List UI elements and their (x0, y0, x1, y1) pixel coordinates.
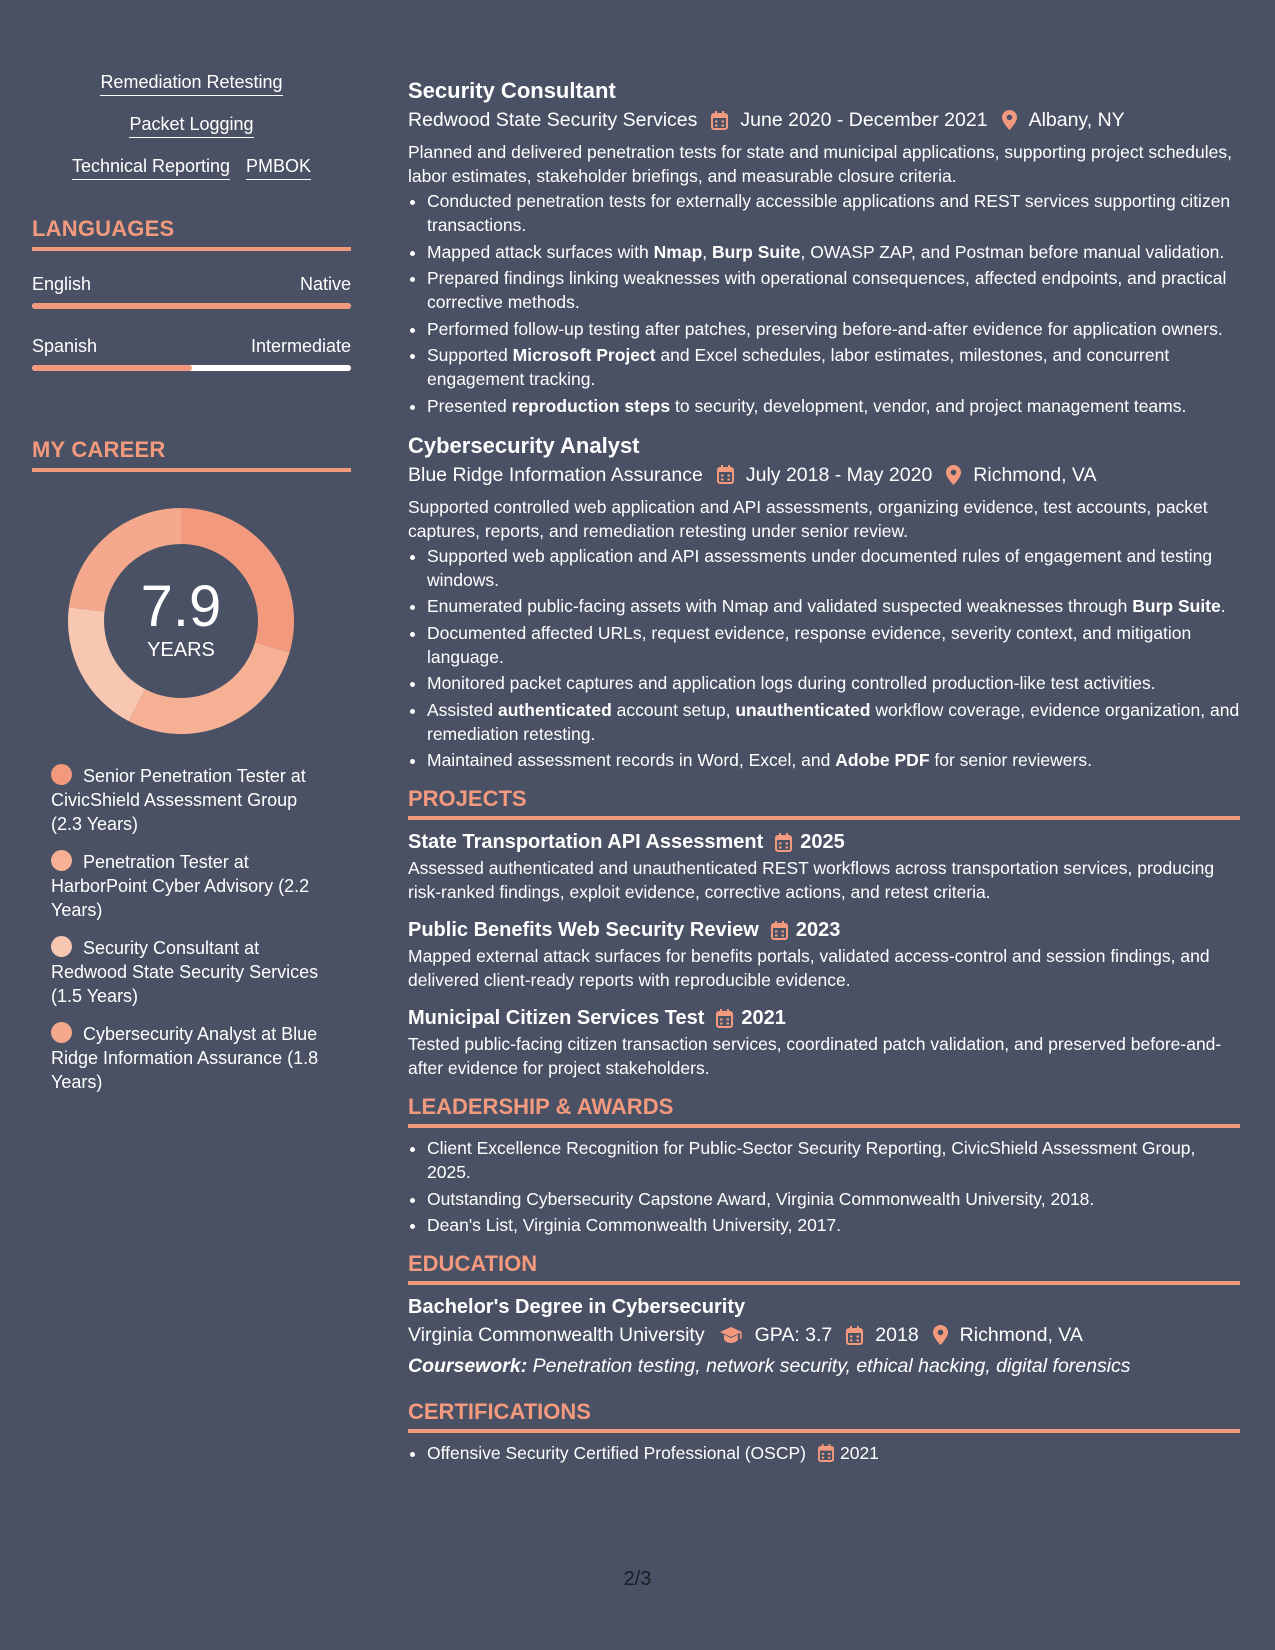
legend-dot (51, 850, 72, 871)
job-bullet: • Conducted penetration tests for externally accessible applications and REST services supporting citizen transactions. (427, 189, 1240, 237)
job-bullet: • Enumerated public-facing assets with Nmap and validated suspected weaknesses through Burp Suite. (427, 594, 1240, 618)
job-bullet: • Mapped attack surfaces with Nmap, Burp Suite, OWASP ZAP, and Postman before manual validation. (427, 240, 1240, 264)
coursework-text: Penetration testing, network security, ethical hacking, digital forensics (527, 1355, 1131, 1377)
career-legend-item (51, 1022, 331, 1094)
job-title: Security Consultant (408, 78, 616, 103)
language-item (32, 271, 351, 309)
school-name: Virginia Commonwealth University (408, 1324, 705, 1346)
project-year: 2023 (795, 919, 841, 941)
gpa: GPA: 3.7 (754, 1324, 833, 1346)
certification-year: 2021 (839, 1443, 879, 1463)
map-pin-icon (1002, 110, 1017, 130)
language-proficiency-fill (32, 365, 192, 371)
career-center (66, 506, 296, 736)
job-title: Cybersecurity Analyst (408, 432, 640, 458)
skill-row (32, 70, 351, 96)
coursework (408, 1351, 1240, 1381)
project-title: Public Benefits Web Security Review (408, 919, 759, 941)
project-description: Tested public-facing citizen transaction services, coordinated patch validation, and preserved before-and-after evidence for project stakeholders. (408, 1034, 1222, 1078)
job-bullet: • Assisted authenticated account setup, unauthenticated workflow coverage, evidence organization, and remediation retesting. (427, 698, 1240, 746)
project-entry (408, 828, 1240, 904)
project-title: Municipal Citizen Services Test (408, 1007, 705, 1029)
main-content (408, 76, 1240, 1468)
language-proficiency-bar (32, 365, 351, 371)
education-meta (408, 1321, 1240, 1349)
certification-item (427, 1441, 1240, 1465)
career-legend-item (51, 764, 331, 836)
certification-name: • Offensive Security Certified Professional (OSCP) (427, 1443, 806, 1463)
project-title-row (408, 828, 1240, 856)
sidebar (32, 70, 351, 1108)
map-pin-icon (933, 1325, 948, 1345)
job-dates: June 2020 - December 2021 (740, 109, 988, 131)
job-summary: Supported controlled web application and API assessments, organizing evidence, test accounts, packet captures, reports, and remediation retesting under senior review. (408, 496, 1208, 541)
project-entry (408, 916, 1240, 992)
project-year: 2025 (800, 831, 845, 853)
legend-dot (51, 936, 72, 957)
graduation-cap-icon (719, 1326, 743, 1344)
job-summary: Planned and delivered penetration tests for state and municipal applications, supporting project schedules, labor estimates, stakeholder briefings, and measurable closure criteria. (408, 142, 1232, 186)
calendar-icon (716, 1009, 733, 1028)
degree-title: Bachelor's Degree in Cybersecurity (408, 1296, 746, 1318)
language-name: English (32, 274, 92, 294)
job-bullet: • Maintained assessment records in Word, Excel, and Adobe PDF for senior reviewers. (427, 748, 1240, 772)
projects-heading: PROJECTS (408, 786, 1240, 820)
job-bullet: • Presented reproduction steps to security, development, vendor, and project management teams. (427, 394, 1240, 418)
certifications-list (408, 1441, 1240, 1465)
calendar-icon (771, 921, 788, 940)
language-proficiency-bar (32, 303, 351, 309)
project-entry (408, 1004, 1240, 1080)
job-bullet: • Supported web application and API assessments under documented rules of engagement and testing windows. (427, 544, 1240, 592)
project-title: State Transportation API Assessment (408, 831, 764, 853)
experience-entry (408, 76, 1240, 418)
calendar-icon (717, 465, 734, 484)
project-year: 2021 (741, 1007, 786, 1029)
leadership-heading: LEADERSHIP & AWARDS (408, 1094, 1240, 1128)
skill-tag[interactable]: Packet Logging (129, 112, 253, 138)
project-description: Assessed authenticated and unauthenticated REST workflows across transportation services, producing risk-ranked findings, exploit evidence, corrective actions, and retest criteria. (408, 858, 1215, 902)
leadership-item: • Dean's List, Virginia Commonwealth University, 2017. (427, 1213, 1240, 1237)
career-legend-text: Senior Penetration Tester at CivicShield Assessment Group (2.3 Years) (51, 766, 306, 834)
leadership-list (408, 1136, 1240, 1237)
skill-row (32, 112, 351, 138)
project-description: Mapped external attack surfaces for benefits portals, validated access-control and session findings, and delivered client-ready reports with reproducible evidence. (408, 946, 1210, 990)
job-meta (408, 106, 1240, 134)
coursework-label: Coursework: (408, 1355, 528, 1377)
skill-tag[interactable]: Technical Reporting (72, 154, 230, 180)
career-legend-text: Cybersecurity Analyst at Blue Ridge Information Assurance (1.8 Years) (51, 1024, 319, 1092)
language-level: Intermediate (250, 336, 351, 356)
job-location: Albany, NY (1028, 109, 1125, 131)
education-heading: EDUCATION (408, 1251, 1240, 1285)
experience-entry (408, 431, 1240, 773)
calendar-icon (711, 111, 728, 130)
language-level: Native (299, 274, 351, 294)
certifications-heading: CERTIFICATIONS (408, 1399, 1240, 1433)
leadership-item: • Client Excellence Recognition for Public-Sector Security Reporting, CivicShield Assessment Group, 2025. (427, 1136, 1240, 1184)
calendar-icon (846, 1326, 863, 1345)
graduation-year: 2018 (875, 1324, 919, 1346)
page-number: 2/3 (623, 1568, 652, 1590)
job-location: Richmond, VA (973, 463, 1097, 486)
job-bullet: • Documented affected URLs, request evidence, response evidence, severity context, and mitigation language. (427, 621, 1240, 669)
career-donut-chart (66, 506, 296, 736)
leadership-item: • Outstanding Cybersecurity Capstone Award, Virginia Commonwealth University, 2018. (427, 1187, 1240, 1211)
legend-dot (51, 764, 72, 785)
company-name: Blue Ridge Information Assurance (408, 463, 703, 486)
language-item (32, 333, 351, 371)
career-legend-text: Penetration Tester at HarborPoint Cyber Advisory (2.2 Years) (51, 852, 310, 920)
calendar-icon (775, 833, 792, 852)
legend-dot (51, 1022, 72, 1043)
language-proficiency-fill (32, 303, 351, 309)
project-title-row (408, 916, 1240, 944)
career-legend-text: Security Consultant at Redwood State Security Services (1.5 Years) (51, 938, 319, 1006)
language-name: Spanish (32, 336, 98, 356)
job-bullets (408, 544, 1240, 773)
skill-tag[interactable]: Remediation Retesting (100, 70, 282, 96)
skill-row (32, 154, 351, 180)
skill-tag[interactable]: PMBOK (246, 154, 311, 180)
career-legend-item (51, 850, 331, 922)
career-legend (32, 764, 331, 1094)
job-bullet: • Monitored packet captures and application logs during controlled production-like test activities. (427, 671, 1240, 695)
job-dates: July 2018 - May 2020 (745, 463, 933, 486)
calendar-icon (818, 1444, 834, 1462)
project-title-row (408, 1004, 1240, 1032)
job-bullet: • Supported Microsoft Project and Excel schedules, labor estimates, milestones, and concurrent engagement tracking. (427, 343, 1240, 391)
career-heading: MY CAREER (32, 437, 351, 472)
career-unit: YEARS (147, 639, 215, 661)
career-total-years: 7.9 (140, 574, 222, 639)
company-name: Redwood State Security Services (408, 109, 698, 131)
job-bullets (408, 189, 1240, 418)
languages-heading: LANGUAGES (32, 216, 351, 251)
career-legend-item (51, 936, 331, 1008)
skills-list (32, 70, 351, 180)
job-bullet: • Performed follow-up testing after patches, preserving before-and-after evidence for application owners. (427, 317, 1240, 341)
education-location: Richmond, VA (959, 1324, 1083, 1346)
map-pin-icon (946, 465, 961, 485)
job-meta (408, 461, 1240, 489)
job-bullet: • Prepared findings linking weaknesses with operational consequences, affected endpoints, and practical corrective methods. (427, 266, 1240, 314)
